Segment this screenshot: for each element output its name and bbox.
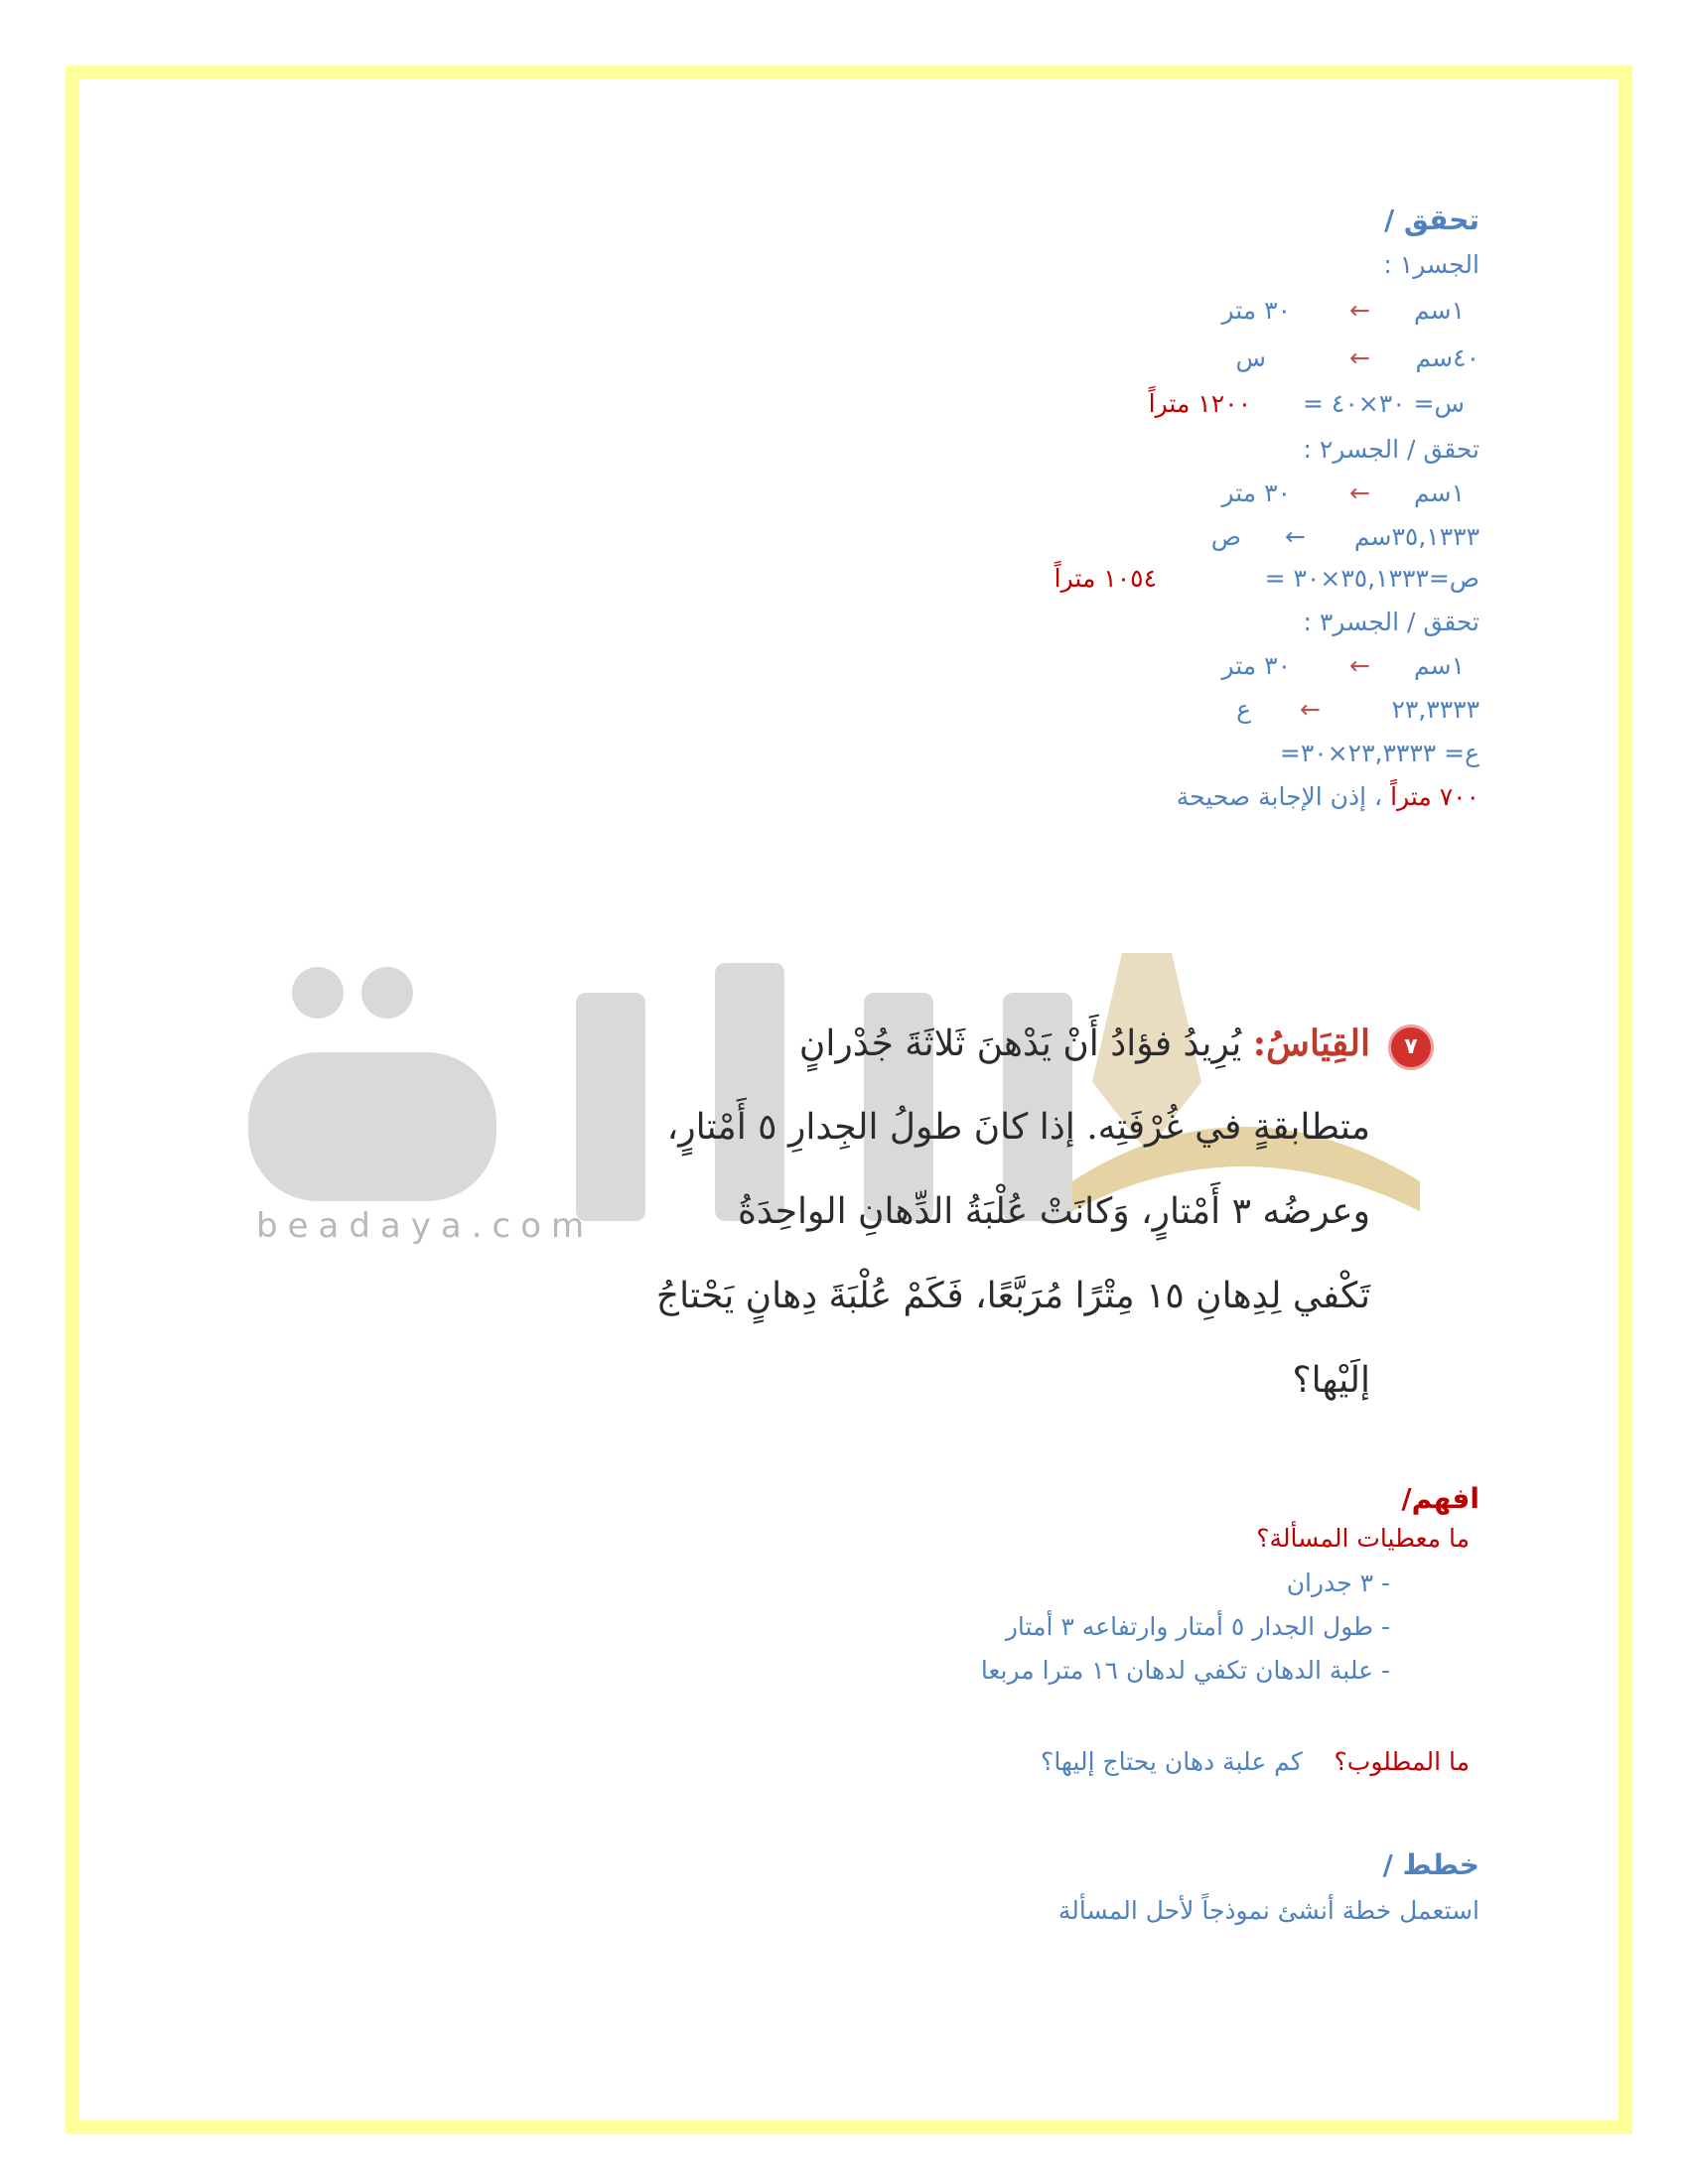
givens-question: ما معطيات المسألة؟ (1256, 1524, 1470, 1553)
b3-row2-arrow: ← (1300, 695, 1321, 724)
b3-result-expr: ع= ٢٣,٣٣٣٣×٣٠= (1279, 739, 1479, 767)
check-title: تحقق / (1383, 204, 1479, 236)
b1-row2-arrow: ← (1349, 343, 1370, 372)
required-question: ما المطلوب؟ (1334, 1747, 1470, 1776)
b2-row2-right: ص (1210, 522, 1241, 551)
b1-result-expr: س= ٣٠×٤٠ = (1303, 389, 1465, 418)
conclusion-text: ، إذن الإجابة صحيحة (1176, 782, 1383, 811)
b2-row2-left: ٣٥,١٣٣٣سم (1353, 522, 1479, 551)
problem-line-5: إلَيْها؟ (1292, 1360, 1370, 1401)
b3-row1-left: ١سم (1413, 651, 1465, 680)
problem-number-badge: ٧ (1388, 1024, 1434, 1070)
bridge3-label: تحقق / الجسر٣ : (1303, 608, 1479, 636)
b3-conclusion-line (1177, 780, 1479, 814)
given-2: - طول الجدار ٥ أمتار وارتفاعه ٣ أمتار (1005, 1612, 1390, 1641)
bridge1-label: الجسر١ : (1383, 250, 1479, 279)
problem-heading: القِيَاسُ: (1252, 1023, 1370, 1064)
b3-row1-arrow: ← (1349, 651, 1370, 680)
problem-line-1 (799, 1023, 1370, 1064)
b1-row1-left: ١سم (1413, 296, 1465, 325)
problem-line-1-text: يُرِيدُ فؤادُ أَنْ يَدْهنَ ثَلاثَةَ جُدْرانٍ (798, 1024, 1242, 1064)
b2-row1-left: ١سم (1413, 478, 1465, 507)
required-line (1041, 1745, 1470, 1779)
bridge2-label: تحقق / الجسر٢ : (1303, 435, 1479, 464)
b1-row1-right: ٣٠ متر (1221, 296, 1291, 325)
b1-row2-right: س (1235, 343, 1266, 372)
b1-row2-left: ٤٠سم (1415, 343, 1479, 372)
b2-row1-right: ٣٠ متر (1221, 478, 1291, 507)
understand-title: افهم/ (1401, 1482, 1479, 1515)
b1-result-value: ١٢٠٠ متراً (1148, 389, 1251, 418)
b2-row1-arrow: ← (1349, 478, 1370, 507)
b3-row1-right: ٣٠ متر (1221, 651, 1291, 680)
required-answer: كم علبة دهان يحتاج إليها؟ (1041, 1747, 1303, 1776)
problem-line-4: تَكْفي لِدِهانِ ١٥ مِتْرًا مُرَبَّعًا، فَكَمْ عُلْبَةَ دِهانٍ يَحْتاجُ (655, 1276, 1370, 1316)
b3-row2-right: ع (1236, 695, 1251, 724)
plan-title: خطط / (1382, 1848, 1479, 1881)
given-1: - ٣ جدران (1286, 1569, 1390, 1597)
plan-text: استعمل خطة أنشئ نموذجاً لأحل المسألة (1057, 1896, 1479, 1925)
textbook-problem (556, 1003, 1418, 1449)
b2-result-value: ١٠٥٤ متراً (1054, 564, 1157, 593)
b2-row2-arrow: ← (1285, 522, 1306, 551)
problem-line-3: وعرضُه ٣ أَمْتارٍ، وَكانَتْ عُلْبَةُ الدِّهانِ الواحِدَةُ (738, 1191, 1370, 1232)
b1-row1-arrow: ← (1349, 296, 1370, 325)
b3-result-value: ٧٠٠ متراً (1390, 782, 1479, 811)
given-3: - علبة الدهان تكفي لدهان ١٦ مترا مربعا (980, 1656, 1390, 1685)
watermark-text: beadaya.com (256, 1206, 595, 1246)
problem-line-2: متطابقةٍ في غُرْفَتِه. إذا كانَ طولُ الجِدارِ ٥ أَمْتارٍ، (666, 1107, 1370, 1148)
b2-result-expr: ص=٣٥,١٣٣٣×٣٠ = (1264, 564, 1479, 593)
b3-row2-left: ٢٣,٣٣٣٣ (1391, 695, 1479, 724)
